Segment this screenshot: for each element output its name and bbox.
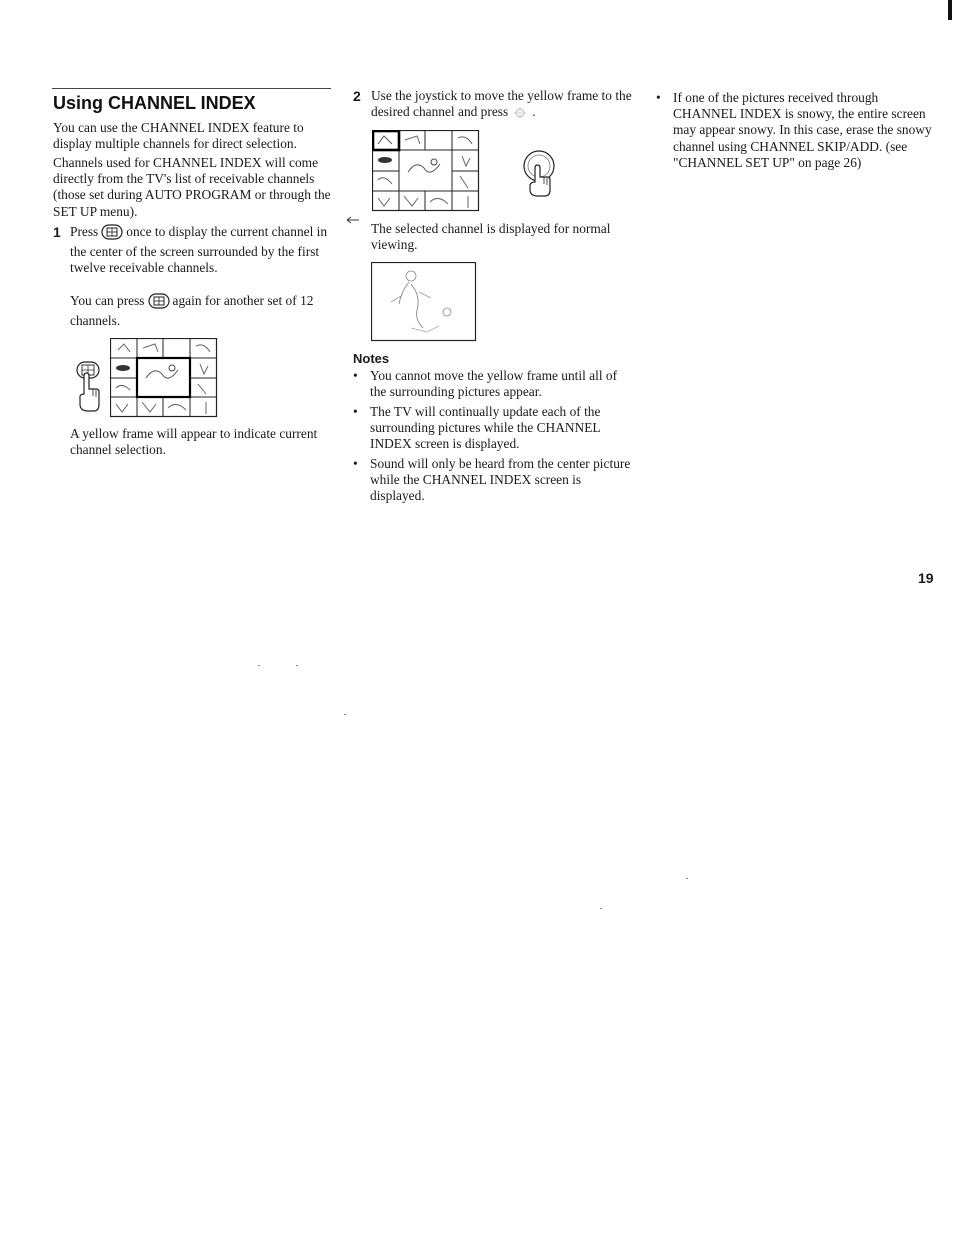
step-1-again-text	[70, 293, 332, 329]
bullet-dot: •	[353, 456, 358, 471]
hand-press-button-icon	[72, 336, 104, 417]
step-1-again-before: You can press	[70, 293, 145, 308]
note-item-text: You cannot move the yellow frame until all of the surrounding pictures appear.	[370, 368, 618, 400]
scan-speck	[686, 878, 688, 879]
channel-index-button-icon	[101, 224, 123, 244]
arrow-mark-icon	[346, 211, 360, 229]
title-rule	[52, 88, 331, 89]
full-screen-channel-illustration	[371, 262, 477, 347]
page-title: Using CHANNEL INDEX	[53, 93, 256, 113]
joystick-press-icon	[511, 106, 529, 124]
note-item	[353, 456, 633, 505]
scan-speck	[344, 714, 346, 715]
right-note-text: If one of the pictures received through CHANNEL INDEX is snowy, the entire screen may appear snowy. In this case, erase the snowy channel using CHANNEL SKIP/ADD. (see "CHANNEL SET UP" on page 26)	[673, 90, 932, 170]
channel-index-button-icon	[148, 293, 170, 313]
scan-speck	[258, 665, 260, 666]
page-edge-mark	[948, 0, 952, 20]
step-2-number: 2	[353, 88, 361, 104]
step-2-text	[371, 88, 633, 124]
bullet-dot: •	[353, 368, 358, 383]
step-1-again-after: again for another set of 12 channels.	[70, 293, 314, 329]
scan-speck	[296, 665, 298, 666]
note-item-text: The TV will continually update each of the surrounding pictures while the CHANNEL INDEX screen is displayed.	[370, 404, 601, 452]
channel-index-grid-illustration	[110, 338, 218, 423]
step-1-text-before: Press	[70, 224, 99, 239]
intro-paragraph-1: You can use the CHANNEL INDEX feature to display multiple channels for direct selection.	[53, 120, 304, 152]
step-2-result: The selected channel is displayed for normal viewing.	[371, 221, 611, 253]
hand-press-joystick-icon	[519, 148, 557, 203]
step-2-text-main: Use the joystick to move the yellow frame to the desired channel and press	[371, 88, 632, 120]
note-item	[353, 368, 633, 400]
step-1-text-after: once to display the current channel in the center of the screen surrounded by the first twelve receivable channels.	[70, 224, 328, 276]
scan-speck	[600, 908, 602, 909]
channel-grid-moved-frame-illustration	[372, 130, 480, 217]
page-number: 19	[918, 570, 934, 586]
step-2-text-end: .	[532, 104, 536, 120]
step-1-number: 1	[53, 224, 61, 240]
step-1-caption: A yellow frame will appear to indicate current channel selection.	[70, 426, 318, 458]
intro-paragraph-2: Channels used for CHANNEL INDEX will come directly from the TV's list of receivable channels (those set during AUTO PROGRAM or through the SET UP menu).	[53, 155, 331, 219]
bullet-dot: •	[656, 90, 661, 105]
right-note-item	[656, 90, 938, 171]
note-item-text: Sound will only be heard from the center picture while the CHANNEL INDEX screen is displayed.	[370, 456, 631, 504]
step-1-text	[70, 224, 332, 277]
bullet-dot: •	[353, 404, 358, 419]
note-item	[353, 404, 633, 453]
notes-heading: Notes	[353, 351, 390, 366]
